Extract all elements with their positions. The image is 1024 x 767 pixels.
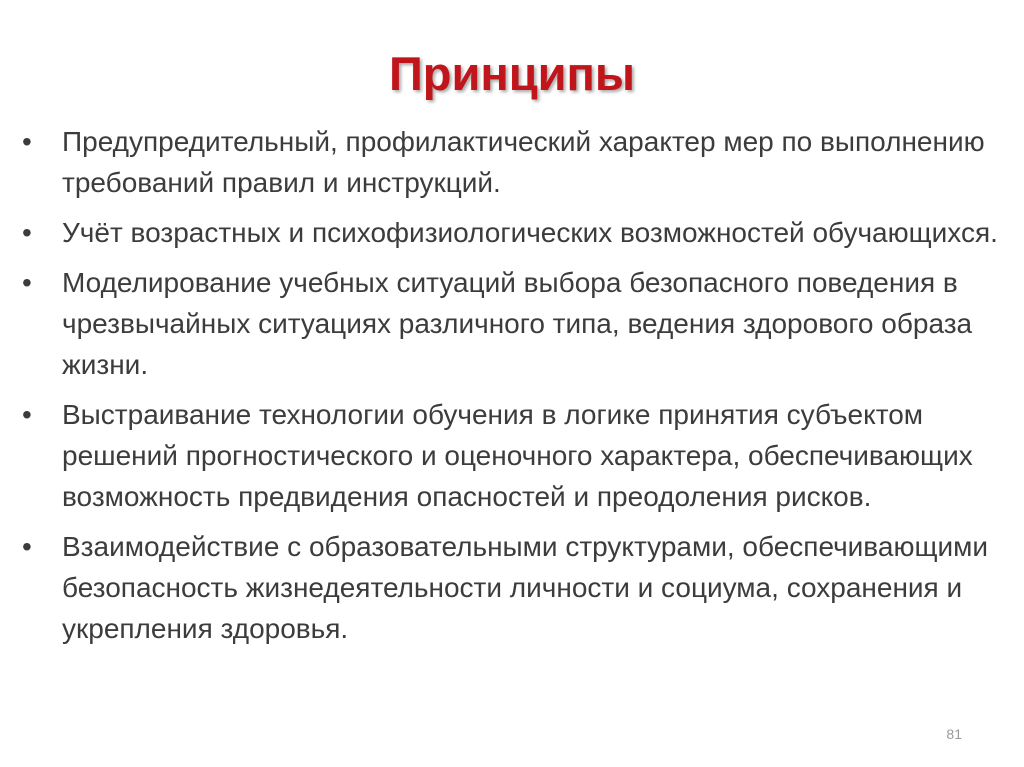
bullet-dot-icon: • [22, 399, 32, 430]
bullet-dot-icon: • [22, 126, 32, 157]
bullet-dot-icon: • [22, 267, 32, 298]
bullet-text: Учёт возрастных и психофизиологических возможностей обучающихся. [62, 217, 998, 248]
bullet-text: Выстраивание технологии обучения в логике принятия субъектом решений прогностического и оценочного характера, обеспечивающих возможность предвидения опасностей и преодоления рисков. [62, 399, 973, 512]
bullet-item-5 [22, 526, 1002, 649]
bullet-dot-icon: • [22, 531, 32, 562]
slide-page-number: 81 [946, 726, 962, 742]
slide-title: Принципы [388, 47, 636, 100]
bullet-item-4 [22, 394, 1002, 517]
bullet-text: Моделирование учебных ситуаций выбора безопасного поведения в чрезвычайных ситуациях различного типа, ведения здорового образа жизни. [62, 267, 973, 380]
bullet-text: Предупредительный, профилактический характер мер по выполнению требований правил и инструкций. [62, 126, 985, 198]
bullet-item-3 [22, 262, 1002, 385]
bullet-item-2 [22, 212, 1002, 253]
bullet-dot-icon: • [22, 217, 32, 248]
bullet-text: Взаимодействие с образовательными структурами, обеспечивающими безопасность жизнедеятельности личности и социума, сохранения и укрепления здоровья. [62, 531, 989, 644]
bullet-list [22, 121, 1002, 658]
bullet-item-1 [22, 121, 1002, 203]
